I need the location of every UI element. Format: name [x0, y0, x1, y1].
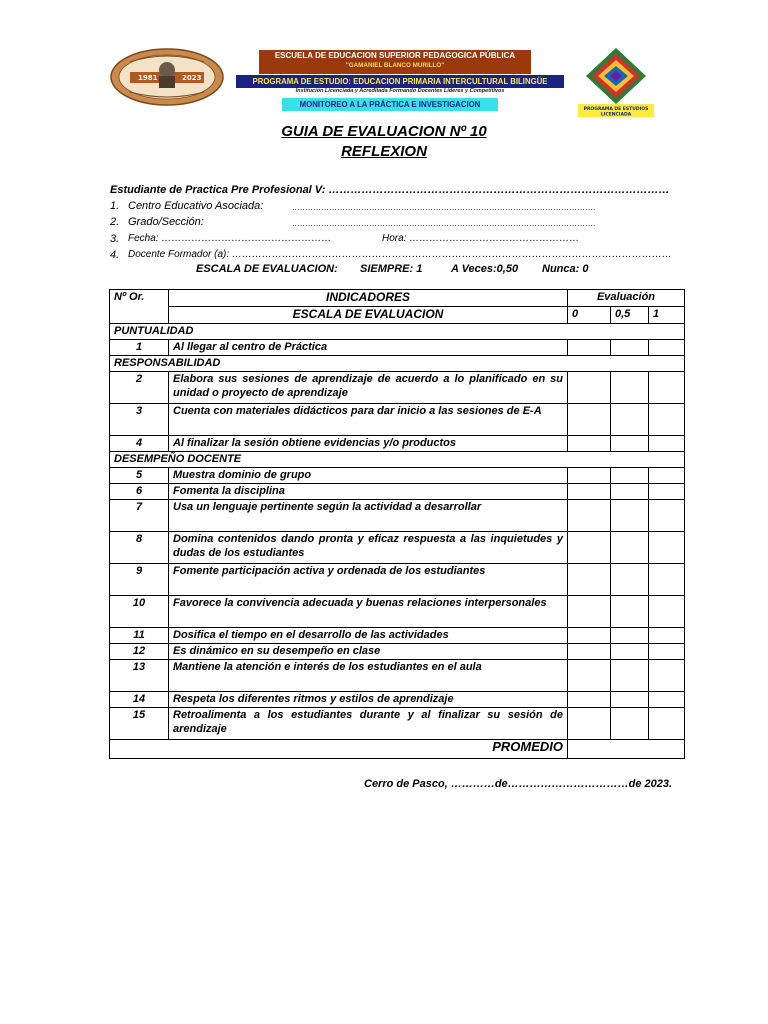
- row-indicator: Retroalimenta a los estudiantes durante y al finalizar su sesión de arendizaje: [169, 708, 568, 740]
- svg-text:1981: 1981: [138, 74, 158, 82]
- score-cell-05[interactable]: [611, 532, 649, 564]
- table-row: [110, 436, 685, 452]
- score-cell-05[interactable]: [611, 644, 649, 660]
- table-row: [110, 532, 685, 564]
- score-cell-0[interactable]: [568, 404, 611, 436]
- row-number: 15: [110, 708, 169, 740]
- row-number: 11: [110, 628, 169, 644]
- score-cell-1[interactable]: [649, 564, 685, 596]
- row-number: 7: [110, 500, 169, 532]
- institution-seal-logo: [110, 48, 224, 106]
- svg-text:LICENCIADA: LICENCIADA: [600, 112, 632, 118]
- score-cell-1[interactable]: [649, 692, 685, 708]
- page-title: GUIA DE EVALUACION Nº 10: [281, 123, 487, 140]
- score-cell-05[interactable]: [611, 628, 649, 644]
- row-number: 3: [110, 404, 169, 436]
- banner-institution-title: ESCUELA DE EDUCACION SUPERIOR PEDAGOGICA PÚBLICA: [274, 51, 516, 60]
- info-number-1: 1.: [110, 200, 120, 212]
- score-cell-1[interactable]: [649, 372, 685, 404]
- score-cell-0[interactable]: [568, 628, 611, 644]
- score-cell-1[interactable]: [649, 644, 685, 660]
- grado-dots: ……………………………………………………………………………………………………: [292, 219, 596, 228]
- info-number-3: 3.: [110, 233, 120, 245]
- page-subtitle: REFLEXION: [341, 143, 427, 160]
- score-cell-0[interactable]: [568, 596, 611, 628]
- fecha-label: Fecha: ……………………………………………: [128, 233, 332, 244]
- svg-text:2023: 2023: [182, 74, 202, 82]
- score-cell-0[interactable]: [568, 340, 611, 356]
- score-cell-1[interactable]: [649, 468, 685, 484]
- header-score-05: 0,5: [611, 307, 649, 324]
- row-indicator: Usa un lenguaje pertinente según la actividad a desarrollar: [169, 500, 568, 532]
- table-subheader-row: [110, 307, 685, 324]
- score-cell-1[interactable]: [649, 708, 685, 740]
- row-indicator: Al llegar al centro de Práctica: [169, 340, 568, 356]
- score-cell-05[interactable]: [611, 404, 649, 436]
- table-row: [110, 372, 685, 404]
- table-row: [110, 660, 685, 692]
- table-row: [110, 404, 685, 436]
- header-escala: ESCALA DE EVALUACION: [169, 307, 568, 324]
- row-indicator: Fomente participación activa y ordenada de los estudiantes: [169, 564, 568, 596]
- section-desempeno: DESEMPEÑO DOCENTE: [110, 452, 685, 468]
- table-row: [110, 340, 685, 356]
- banner-program: PROGRAMA DE ESTUDIO: EDUCACION PRIMARIA INTERCULTURAL BILINGÜE: [236, 75, 564, 88]
- evaluation-table: [109, 289, 685, 759]
- scale-nunca: Nunca: 0: [542, 263, 589, 275]
- row-number: 4: [110, 436, 169, 452]
- row-indicator: Favorece la convivencia adecuada y buenas relaciones interpersonales: [169, 596, 568, 628]
- row-indicator: Domina contenidos dando pronta y eficaz respuesta a las inquietudes y dudas de los estudiantes: [169, 532, 568, 564]
- section-responsabilidad: RESPONSABILIDAD: [110, 356, 685, 372]
- score-cell-05[interactable]: [611, 708, 649, 740]
- row-number: 12: [110, 644, 169, 660]
- row-number: 13: [110, 660, 169, 692]
- centro-label: Centro Educativo Asociada:: [128, 200, 264, 212]
- header-indicadores: INDICADORES: [169, 290, 568, 307]
- score-cell-1[interactable]: [649, 404, 685, 436]
- scale-siempre: SIEMPRE: 1: [360, 263, 423, 275]
- score-cell-05[interactable]: [611, 484, 649, 500]
- header-evaluacion: Evaluación: [568, 290, 685, 307]
- promedio-row: [110, 740, 685, 759]
- row-number: 6: [110, 484, 169, 500]
- table-row: [110, 596, 685, 628]
- program-logo: [576, 46, 656, 118]
- scale-label: ESCALA DE EVALUACION:: [196, 263, 338, 275]
- grado-label: Grado/Sección:: [128, 216, 204, 228]
- row-number: 10: [110, 596, 169, 628]
- banner-institution-name: "GAMANIEL BLANCO MURILLO": [345, 61, 445, 69]
- table-row: [110, 644, 685, 660]
- score-cell-0[interactable]: [568, 692, 611, 708]
- row-indicator: Respeta los diferentes ritmos y estilos de aprendizaje: [169, 692, 568, 708]
- score-cell-0[interactable]: [568, 436, 611, 452]
- section-row: [110, 324, 685, 340]
- row-indicator: Al finalizar la sesión obtiene evidencias y/o productos: [169, 436, 568, 452]
- score-cell-05[interactable]: [611, 692, 649, 708]
- promedio-value-cell[interactable]: [568, 740, 685, 759]
- score-cell-05[interactable]: [611, 500, 649, 532]
- score-cell-05[interactable]: [611, 468, 649, 484]
- score-cell-1[interactable]: [649, 660, 685, 692]
- row-indicator: Elabora sus sesiones de aprendizaje de acuerdo a lo planificado en su unidad o proyecto de aprendizaje: [169, 372, 568, 404]
- score-cell-0[interactable]: [568, 468, 611, 484]
- student-line: Estudiante de Practica Pre Profesional V: …………………………………………………………………………………: [110, 184, 670, 196]
- score-cell-1[interactable]: [649, 596, 685, 628]
- scale-aveces: A Veces:0,50: [451, 263, 519, 275]
- row-number: 5: [110, 468, 169, 484]
- row-indicator: Muestra dominio de grupo: [169, 468, 568, 484]
- row-indicator: Cuenta con materiales didácticos para dar inicio a las sesiones de E-A: [169, 404, 568, 436]
- score-cell-1[interactable]: [649, 436, 685, 452]
- row-number: 2: [110, 372, 169, 404]
- header-n-or: Nº Or.: [110, 290, 169, 324]
- section-row: [110, 452, 685, 468]
- table-row: [110, 500, 685, 532]
- date-place-line: Cerro de Pasco, …………de……………………………de 2023.: [364, 778, 673, 790]
- header-score-0: 0: [568, 307, 611, 324]
- section-row: [110, 356, 685, 372]
- score-cell-05[interactable]: [611, 372, 649, 404]
- table-row: [110, 628, 685, 644]
- row-number: 9: [110, 564, 169, 596]
- score-cell-0[interactable]: [568, 564, 611, 596]
- promedio-label: PROMEDIO: [110, 740, 568, 759]
- row-number: 8: [110, 532, 169, 564]
- row-number: 1: [110, 340, 169, 356]
- row-indicator: Dosifica el tiempo en el desarrollo de las actividades: [169, 628, 568, 644]
- docente-label: Docente Formador (a): ……………………………………………………………………………………………………………………: [128, 249, 672, 260]
- score-cell-05[interactable]: [611, 596, 649, 628]
- banner-note: Institución Licenciada y Acreditada Formando Docentes Líderes y Competitivos: [295, 88, 505, 94]
- table-row: [110, 468, 685, 484]
- score-cell-0[interactable]: [568, 532, 611, 564]
- table-row: [110, 564, 685, 596]
- header-score-1: 1: [649, 307, 685, 324]
- row-indicator: Mantiene la atención e interés de los estudiantes en el aula: [169, 660, 568, 692]
- score-cell-05[interactable]: [611, 660, 649, 692]
- table-row: [110, 708, 685, 740]
- table-header-row: [110, 290, 685, 307]
- hora-label: Hora: ……………………………………………: [382, 233, 580, 244]
- score-cell-0[interactable]: [568, 708, 611, 740]
- score-cell-05[interactable]: [611, 564, 649, 596]
- info-number-4: 4.: [110, 249, 120, 261]
- banner-monitoring: MONITOREO A LA PRÁCTICA E INVESTIGACION: [282, 98, 498, 111]
- score-cell-0[interactable]: [568, 500, 611, 532]
- svg-text:PROGRAMA DE ESTUDIOS: PROGRAMA DE ESTUDIOS: [583, 107, 649, 112]
- score-cell-0[interactable]: [568, 484, 611, 500]
- centro-dots: ……………………………………………………………………………………………………: [292, 203, 596, 212]
- section-puntualidad: PUNTUALIDAD: [110, 324, 685, 340]
- info-number-2: 2.: [110, 216, 120, 228]
- row-indicator: Es dinámico en su desempeño en clase: [169, 644, 568, 660]
- score-cell-1[interactable]: [649, 628, 685, 644]
- row-indicator: Fomenta la disciplina: [169, 484, 568, 500]
- score-cell-05[interactable]: [611, 340, 649, 356]
- score-cell-05[interactable]: [611, 436, 649, 452]
- score-cell-0[interactable]: [568, 660, 611, 692]
- table-row: [110, 692, 685, 708]
- banner-institution: [259, 50, 531, 74]
- score-cell-0[interactable]: [568, 372, 611, 404]
- score-cell-1[interactable]: [649, 500, 685, 532]
- table-row: [110, 484, 685, 500]
- score-cell-1[interactable]: [649, 484, 685, 500]
- score-cell-1[interactable]: [649, 340, 685, 356]
- row-number: 14: [110, 692, 169, 708]
- score-cell-0[interactable]: [568, 644, 611, 660]
- score-cell-1[interactable]: [649, 532, 685, 564]
